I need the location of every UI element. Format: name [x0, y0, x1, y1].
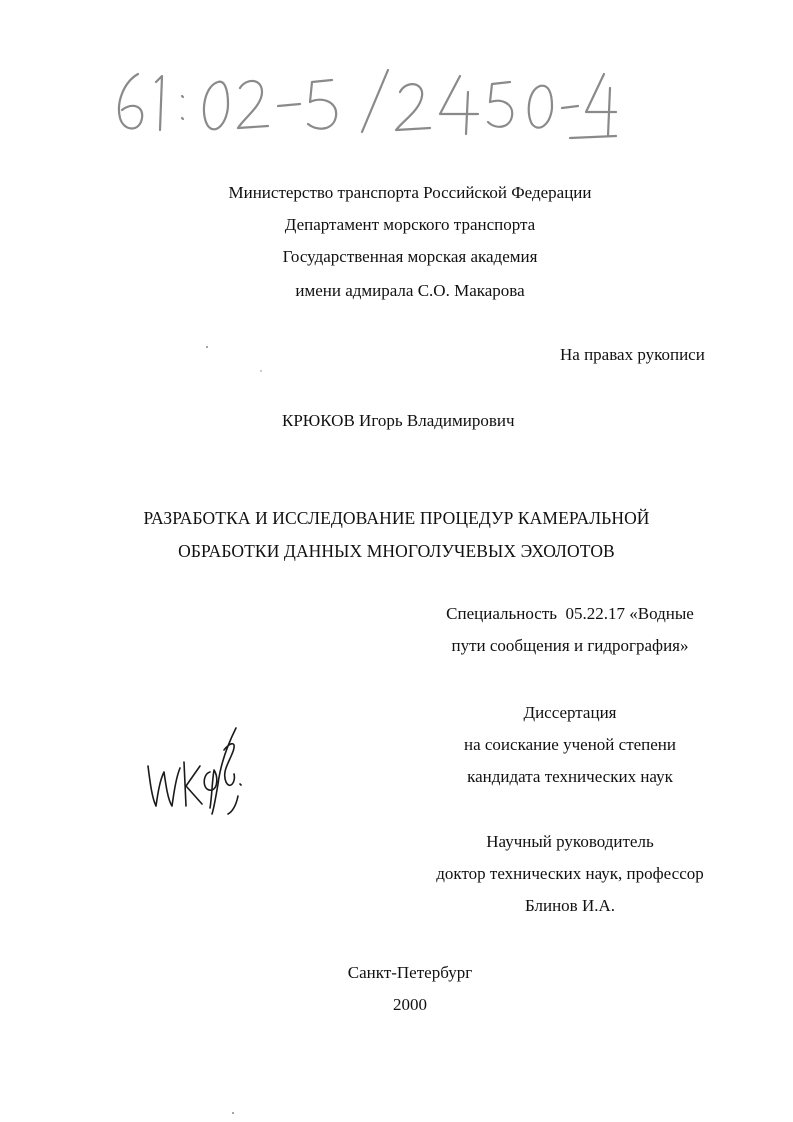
degree-line-1: Диссертация	[523, 703, 617, 722]
degree-line-3: кандидата технических наук	[467, 767, 673, 786]
supervisor-line-1: Научный руководитель	[486, 832, 654, 851]
degree-line-2: на соискание ученой степени	[463, 735, 677, 754]
scan-speck	[232, 1112, 234, 1114]
specialty-line-2: пути сообщения и гидрография»	[451, 636, 689, 655]
supervisor-line-2: доктор технических наук, профессор	[436, 864, 704, 883]
handwritten-signature	[140, 722, 250, 817]
publication-year: 2000	[393, 995, 427, 1014]
supervisor-name: Блинов И.А.	[524, 896, 616, 915]
institution-ministry: Министерство транспорта Российской Федерации	[228, 183, 592, 202]
specialty-block	[420, 598, 720, 662]
manuscript-rights-note: На правах рукописи	[560, 345, 705, 364]
scan-speck	[206, 346, 208, 348]
handwritten-archive-number	[100, 52, 620, 142]
supervisor-block	[400, 826, 740, 922]
author-name: КРЮКОВ Игорь Владимирович	[282, 411, 515, 430]
degree-block	[420, 697, 720, 793]
dissertation-title-line-1: РАЗРАБОТКА И ИССЛЕДОВАНИЕ ПРОЦЕДУР КАМЕРАЛЬНОЙ	[143, 508, 650, 528]
scan-speck	[260, 370, 262, 372]
institution-department: Департамент морского транспорта	[284, 215, 536, 234]
dissertation-title-line-2: ОБРАБОТКИ ДАННЫХ МНОГОЛУЧЕВЫХ ЭХОЛОТОВ	[178, 541, 615, 561]
publication-place: Санкт-Петербург	[347, 963, 473, 982]
institution-academy: Государственная морская академия	[282, 247, 538, 266]
specialty-line-1: Специальность 05.22.17 «Водные	[446, 604, 694, 623]
institution-named-after: имени адмирала С.О. Макарова	[295, 281, 525, 300]
